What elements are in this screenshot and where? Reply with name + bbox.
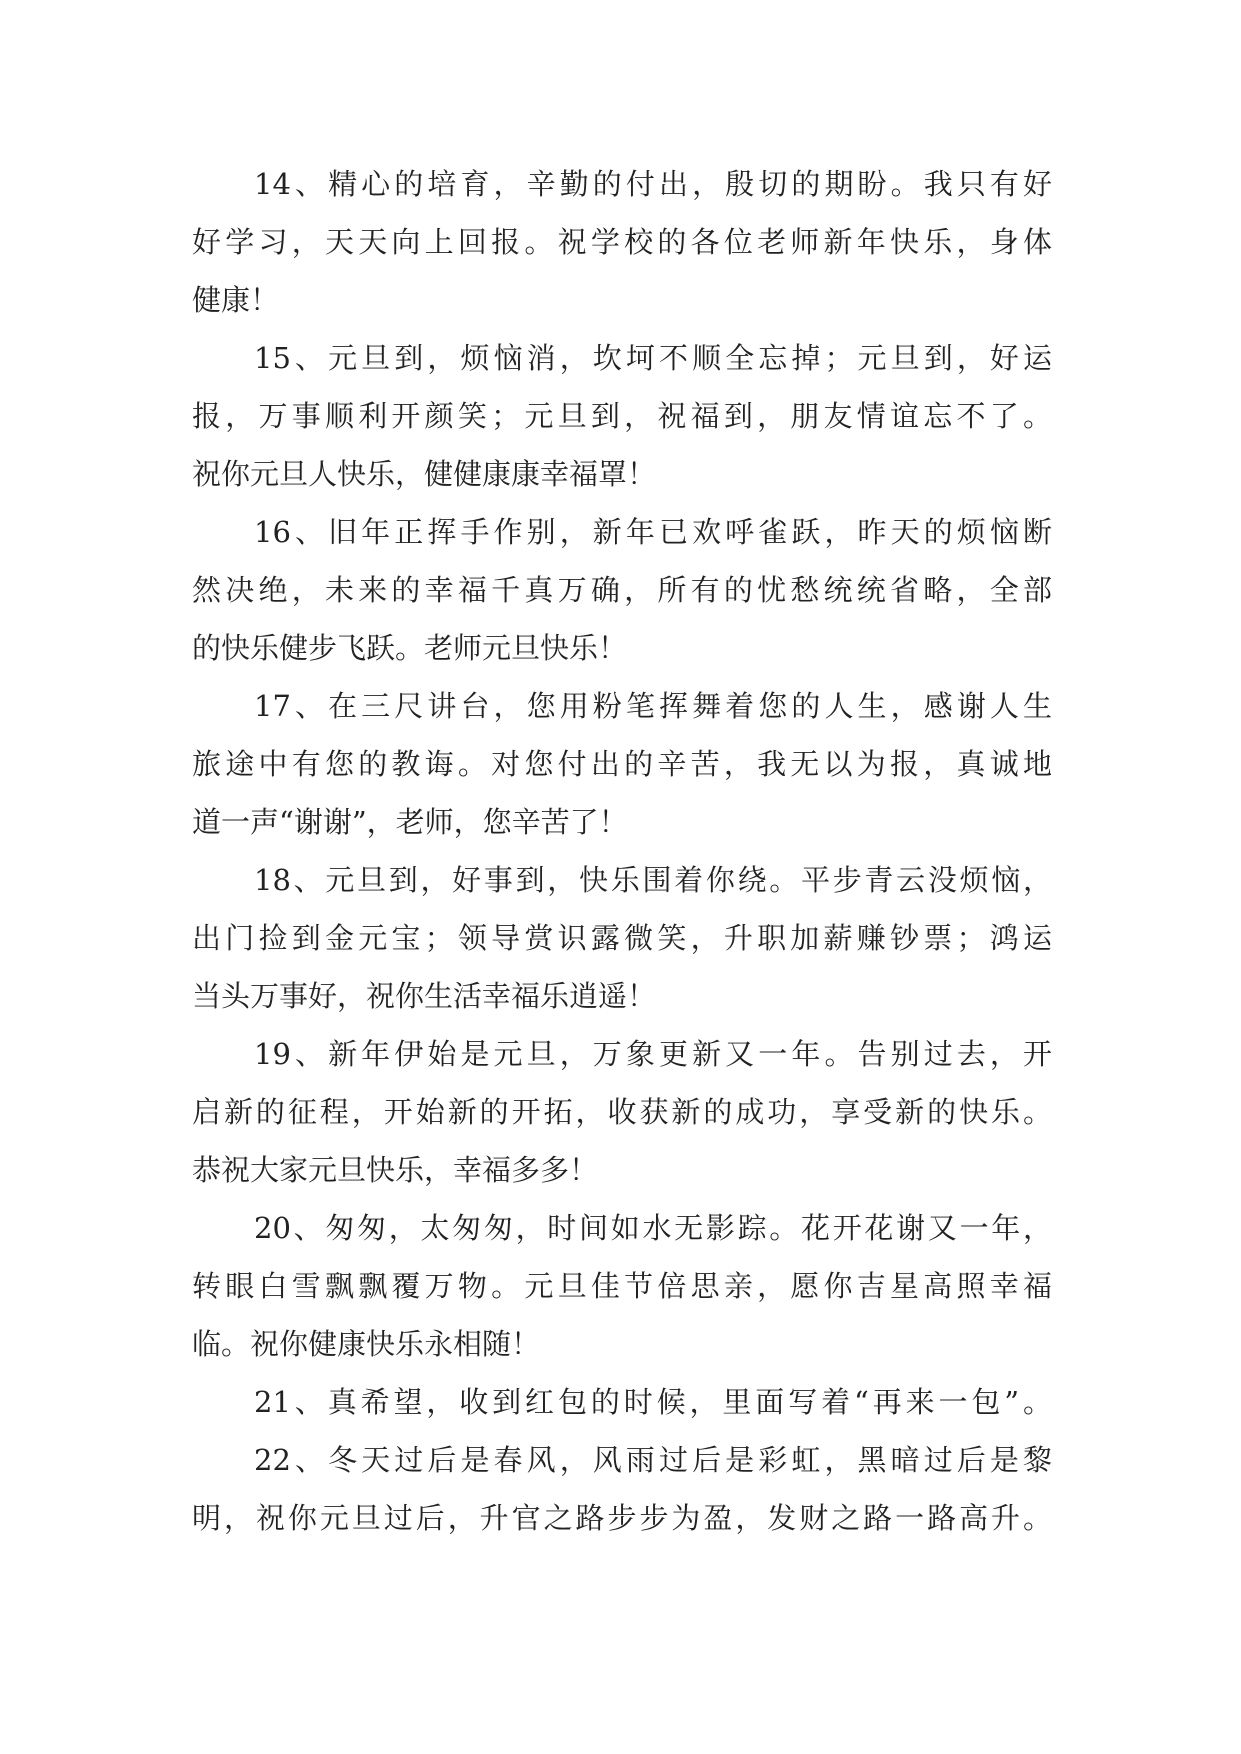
paragraph-line: 16、旧年正挥手作别，新年已欢呼雀跃，昨天的烦恼断 <box>254 515 1052 549</box>
paragraph-line: 启新的征程，开始新的开拓，收获新的成功，享受新的快乐。 <box>192 1095 1052 1129</box>
paragraph-line: 报，万事顺利开颜笑；元旦到，祝福到，朋友情谊忘不了。 <box>192 399 1052 433</box>
paragraph-21 <box>192 1373 1052 1431</box>
paragraph-line: 恭祝大家元旦快乐，幸福多多！ <box>192 1153 599 1187</box>
paragraph-line: 20、匆匆，太匆匆，时间如水无影踪。花开花谢又一年， <box>254 1211 1052 1245</box>
paragraph-18 <box>192 851 1052 1025</box>
paragraph-line: 出门捡到金元宝；领导赏识露微笑，升职加薪赚钞票；鸿运 <box>192 921 1052 955</box>
paragraph-line: 19、新年伊始是元旦，万象更新又一年。告别过去，开 <box>254 1037 1052 1071</box>
paragraph-16 <box>192 503 1052 677</box>
paragraph-line: 道一声“谢谢”，老师，您辛苦了！ <box>192 805 628 839</box>
document-body <box>192 155 1052 1547</box>
paragraph-14 <box>192 155 1052 329</box>
paragraph-15 <box>192 329 1052 503</box>
paragraph-line: 然决绝，未来的幸福千真万确，所有的忧愁统统省略，全部 <box>192 573 1052 607</box>
paragraph-line: 当头万事好，祝你生活幸福乐逍遥！ <box>192 979 657 1013</box>
paragraph-17 <box>192 677 1052 851</box>
paragraph-line: 明，祝你元旦过后，升官之路步步为盈，发财之路一路高升。 <box>192 1501 1052 1535</box>
paragraph-line: 好学习，天天向上回报。祝学校的各位老师新年快乐，身体 <box>192 225 1052 259</box>
paragraph-line: 转眼白雪飘飘覆万物。元旦佳节倍思亲，愿你吉星高照幸福 <box>192 1269 1052 1303</box>
paragraph-20 <box>192 1199 1052 1373</box>
paragraph-line: 14、精心的培育，辛勤的付出，殷切的期盼。我只有好 <box>254 167 1052 201</box>
paragraph-22 <box>192 1431 1052 1547</box>
paragraph-line: 旅途中有您的教诲。对您付出的辛苦，我无以为报，真诚地 <box>192 747 1052 781</box>
paragraph-line: 18、元旦到，好事到，快乐围着你绕。平步青云没烦恼， <box>254 863 1052 897</box>
paragraph-line: 22、冬天过后是春风，风雨过后是彩虹，黑暗过后是黎 <box>254 1443 1052 1477</box>
paragraph-line: 的快乐健步飞跃。老师元旦快乐！ <box>192 631 628 665</box>
paragraph-line: 祝你元旦人快乐，健健康康幸福罩！ <box>192 457 657 491</box>
paragraph-line: 17、在三尺讲台，您用粉笔挥舞着您的人生，感谢人生 <box>254 689 1052 723</box>
paragraph-line: 21、真希望，收到红包的时候，里面写着“再来一包”。 <box>254 1385 1052 1419</box>
paragraph-19 <box>192 1025 1052 1199</box>
paragraph-line: 15、元旦到，烦恼消，坎坷不顺全忘掉；元旦到，好运 <box>254 341 1052 375</box>
paragraph-line: 临。祝你健康快乐永相随！ <box>192 1327 541 1361</box>
paragraph-line: 健康！ <box>192 283 280 317</box>
